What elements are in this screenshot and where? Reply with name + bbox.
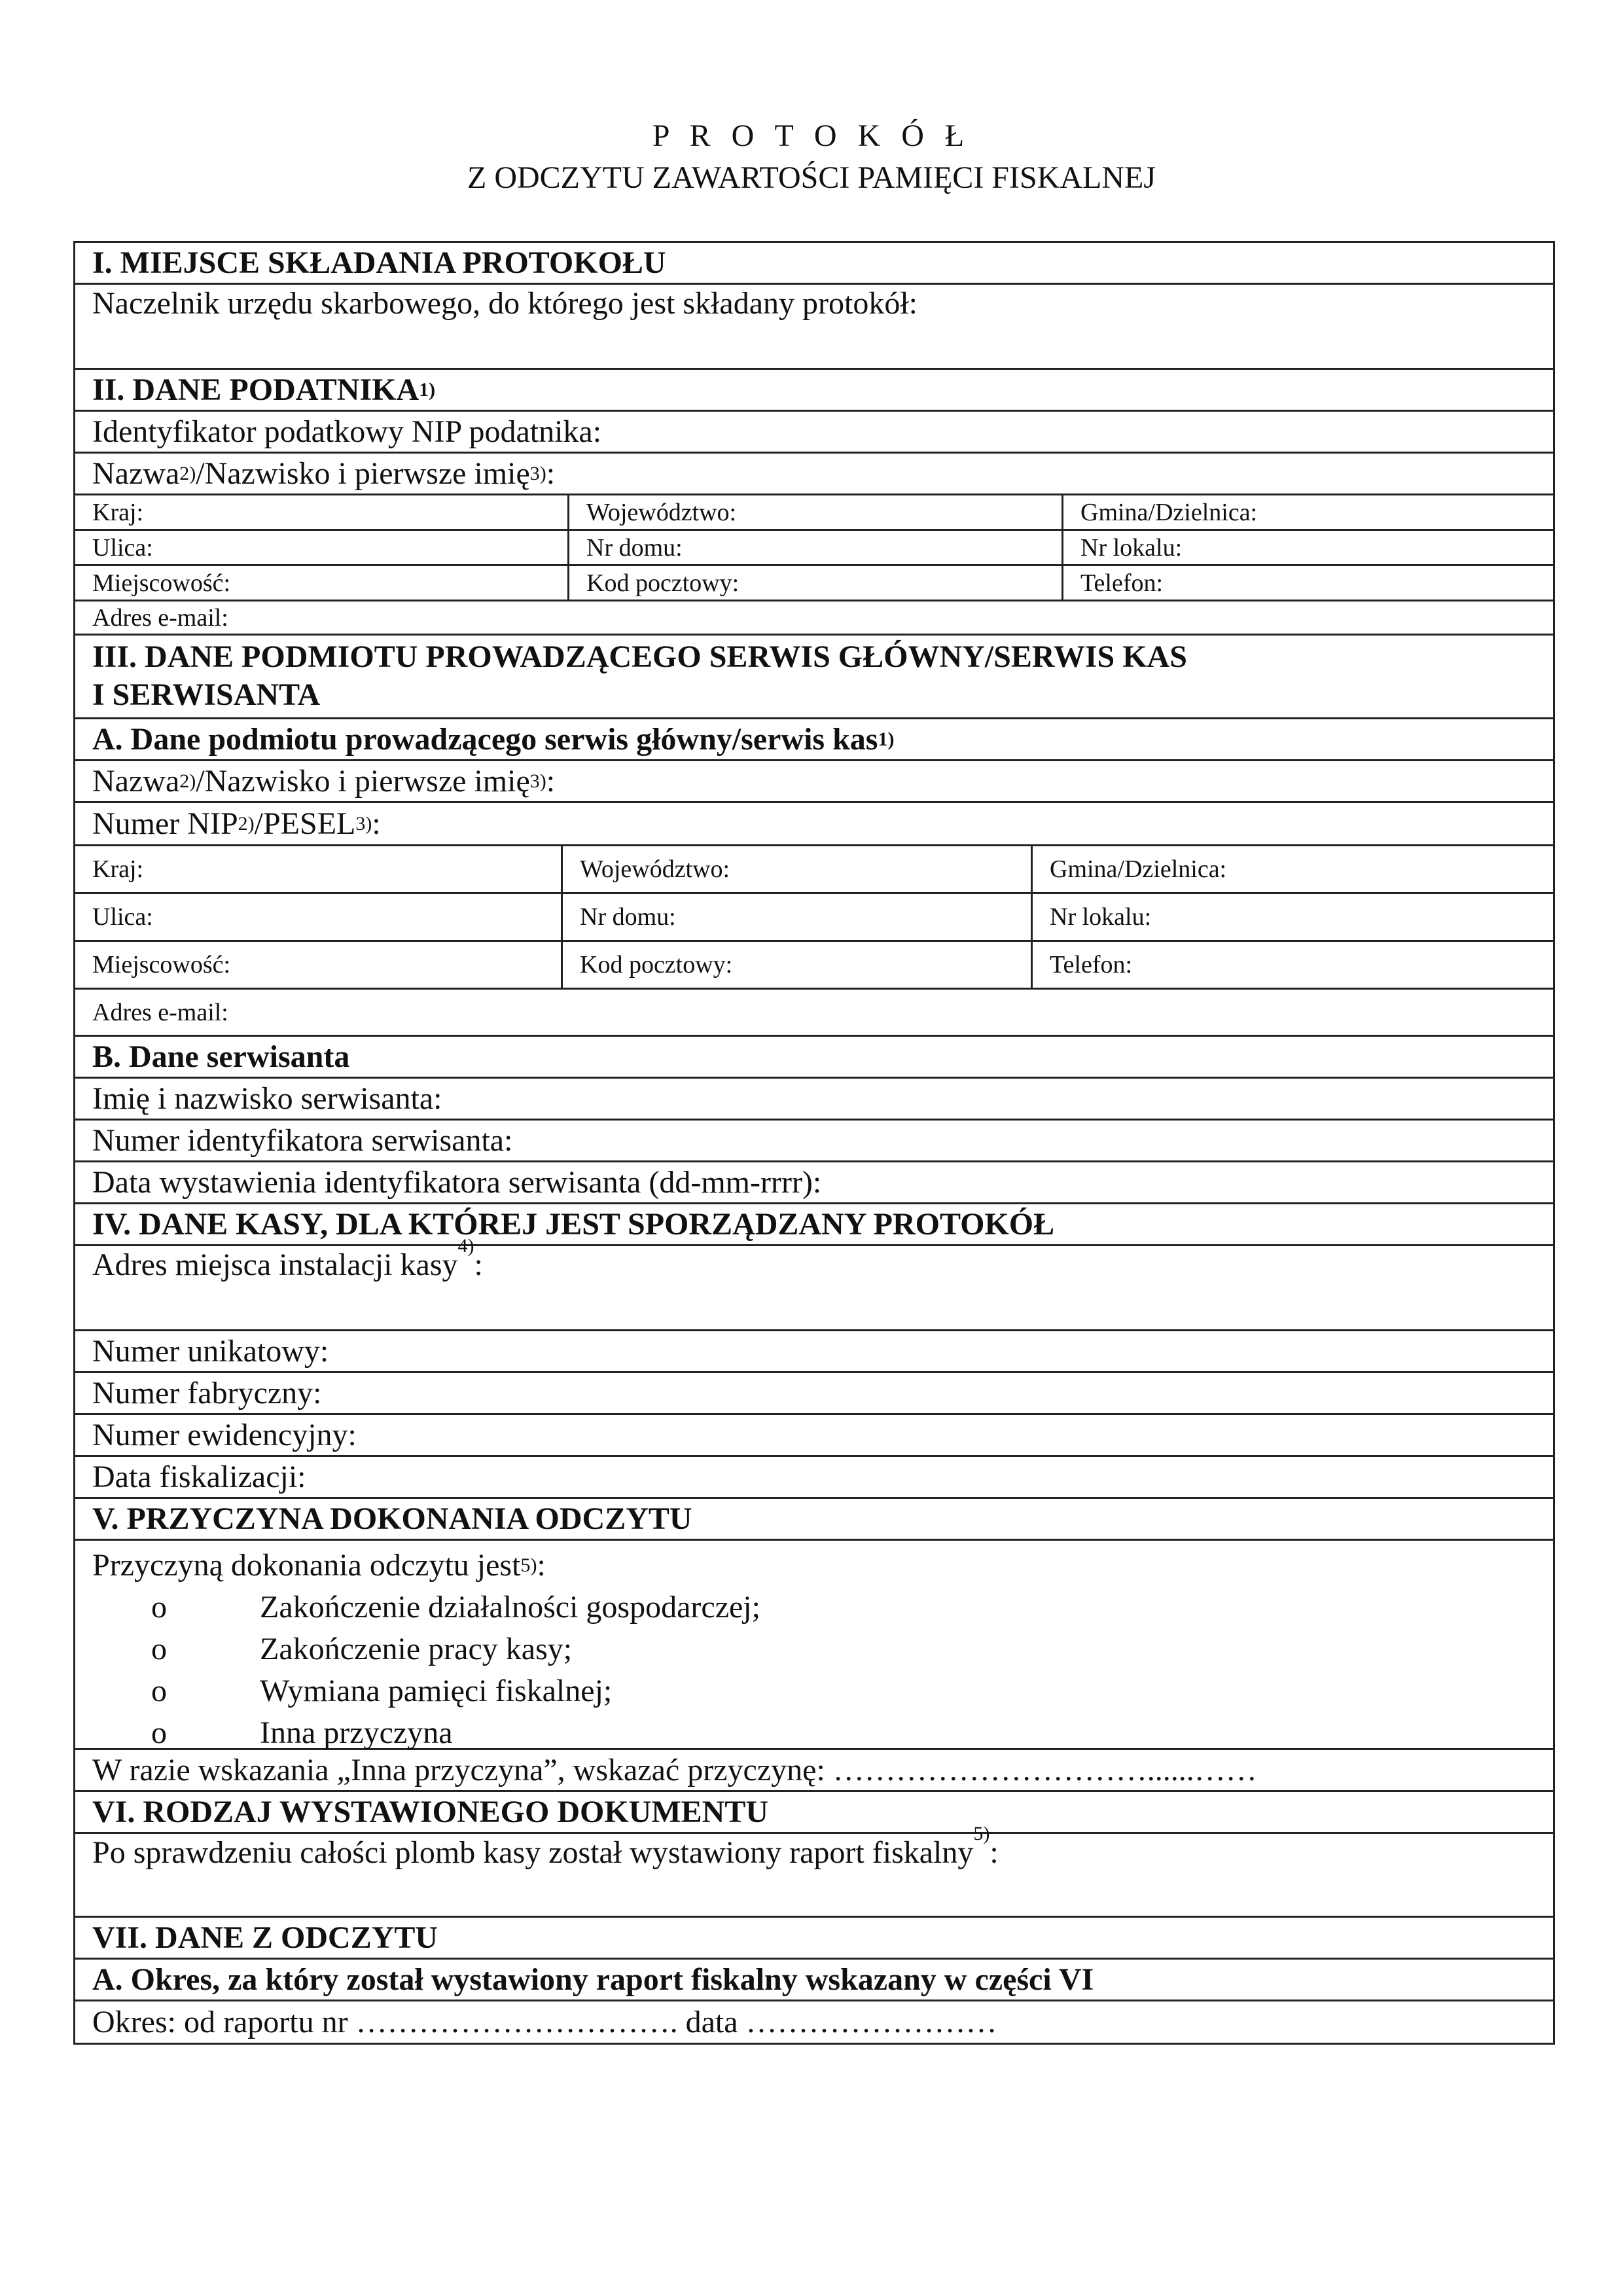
taxpayer-email-row[interactable]	[75, 601, 1555, 636]
section-7a-header: A. Okres, za który został wystawiony raport fiskalny wskazany w części VI	[92, 1962, 1094, 1997]
section-3b-header: B. Dane serwisanta	[92, 1039, 350, 1074]
fiscal-report-label: Po sprawdzeniu całości plomb kasy został wystawiony raport fiskalny 5) :	[92, 1823, 999, 1870]
service-commune-field[interactable]: Gmina/Dzielnica:	[1050, 855, 1227, 883]
service-email-row[interactable]	[75, 990, 1555, 1037]
technician-id-date-row[interactable]	[75, 1162, 1555, 1204]
technician-id-label: Numer identyfikatora serwisanta:	[92, 1122, 513, 1158]
reason-option-memory-swap[interactable]: o Wymiana pamięci fiskalnej;	[92, 1670, 1553, 1712]
section-6-header: VI. RODZAJ WYSTAWIONEGO DOKUMENTU	[92, 1794, 769, 1829]
service-street-field[interactable]: Ulica:	[75, 894, 563, 940]
taxpayer-house-no-field[interactable]: Nr domu:	[569, 531, 1063, 564]
service-name-label: Nazwa 2) /Nazwisko i pierwsze imię 3) :	[92, 763, 556, 798]
section-4-header-row	[75, 1204, 1555, 1246]
form-subtitle: Z ODCZYTU ZAWARTOŚCI PAMIĘCI FISKALNEJ	[467, 160, 1156, 195]
fiscalization-date-label: Data fiskalizacji:	[92, 1459, 306, 1494]
report-period-row[interactable]	[75, 2001, 1555, 2045]
service-email-field: Adres e-mail:	[92, 998, 228, 1026]
taxpayer-country-field[interactable]: Kraj:	[75, 495, 569, 529]
protocol-form	[73, 241, 1555, 2045]
section-7-header: VII. DANE Z ODCZYTU	[92, 1920, 438, 1955]
service-voivodeship-field[interactable]: Województwo:	[563, 846, 1033, 892]
service-postal-code-field[interactable]: Kod pocztowy:	[563, 942, 1033, 988]
tax-office-label: Naczelnik urzędu skarbowego, do którego jest składany protokół:	[92, 286, 918, 321]
service-city-field[interactable]: Miejscowość:	[75, 942, 563, 988]
reason-options	[75, 1541, 1553, 1748]
taxpayer-commune-field[interactable]: Gmina/Dzielnica:	[1080, 498, 1258, 526]
section-5-header: V. PRZYCZYNA DOKONANIA ODCZYTU	[92, 1501, 692, 1536]
section-3-header: III. DANE PODMIOTU PROWADZĄCEGO SERWIS GŁÓWNY/SERWIS KAS I SERWISANTA	[92, 639, 1187, 712]
service-address-row-2	[75, 894, 1555, 942]
technician-id-date-label: Data wystawienia identyfikatora serwisanta (dd-mm-rrrr):	[92, 1164, 822, 1200]
service-name-row[interactable]	[75, 761, 1555, 803]
reason-options-row	[75, 1541, 1555, 1750]
taxpayer-nip-label: Identyfikator podatkowy NIP podatnika:	[92, 414, 602, 449]
technician-name-label: Imię i nazwisko serwisanta:	[92, 1081, 442, 1116]
factory-number-label: Numer fabryczny:	[92, 1375, 322, 1410]
taxpayer-postal-code-field[interactable]: Kod pocztowy:	[569, 566, 1063, 600]
service-flat-no-field[interactable]: Nr lokalu:	[1050, 903, 1152, 931]
fiscalization-date-row[interactable]	[75, 1457, 1555, 1499]
other-reason-label: W razie wskazania „Inna przyczyna”, wskazać przyczynę: …………………………......……	[92, 1752, 1257, 1787]
taxpayer-email-field: Adres e-mail:	[92, 603, 228, 632]
taxpayer-voivodeship-field[interactable]: Województwo:	[569, 495, 1063, 529]
factory-number-row[interactable]	[75, 1373, 1555, 1415]
fiscal-report-row[interactable]	[75, 1823, 1555, 1918]
section-3a-header-row	[75, 719, 1555, 761]
section-5-header-row	[75, 1499, 1555, 1541]
registry-number-label: Numer ewidencyjny:	[92, 1417, 357, 1452]
service-nip-row[interactable]	[75, 803, 1555, 846]
unique-number-row[interactable]	[75, 1331, 1555, 1373]
taxpayer-phone-field[interactable]: Telefon:	[1080, 569, 1164, 597]
radio-circle-icon[interactable]: o	[151, 1674, 167, 1708]
taxpayer-name-row[interactable]	[75, 454, 1555, 495]
radio-circle-icon[interactable]: o	[151, 1715, 167, 1750]
section-3a-header: A. Dane podmiotu prowadzącego serwis główny/serwis kas 1)	[92, 721, 895, 757]
section-3-header-row	[75, 636, 1555, 719]
section-7a-header-row	[75, 1960, 1555, 2001]
radio-circle-icon[interactable]: o	[151, 1632, 167, 1666]
taxpayer-address-row-1	[75, 495, 1555, 531]
service-phone-field[interactable]: Telefon:	[1050, 951, 1133, 978]
technician-name-row[interactable]	[75, 1079, 1555, 1121]
reason-option-other[interactable]: o Inna przyczyna	[92, 1712, 1553, 1754]
taxpayer-flat-no-field[interactable]: Nr lokalu:	[1080, 533, 1183, 562]
section-3b-header-row	[75, 1037, 1555, 1079]
reason-option-business-end[interactable]: o Zakończenie działalności gospodarczej;	[92, 1587, 1553, 1628]
install-address-row[interactable]	[75, 1235, 1555, 1331]
section-2-header: II. DANE PODATNIKA 1)	[92, 372, 436, 407]
taxpayer-name-label: Nazwa 2) /Nazwisko i pierwsze imię 3) :	[92, 456, 556, 491]
section-7-header-row	[75, 1918, 1555, 1960]
section-1-header-row	[75, 243, 1555, 285]
taxpayer-address-row-3	[75, 566, 1555, 601]
report-period-label: Okres: od raportu nr …………………………. data ……………………	[92, 2004, 997, 2039]
taxpayer-address-row-2	[75, 531, 1555, 566]
service-nip-label: Numer NIP 2) /PESEL 3) :	[92, 806, 381, 841]
reason-intro: Przyczyną dokonania odczytu jest 5) :	[92, 1548, 546, 1583]
section-6-header-row	[75, 1792, 1555, 1834]
tax-office-row[interactable]	[75, 285, 1555, 370]
form-title: P R O T O K Ó Ł	[652, 118, 971, 153]
other-reason-row[interactable]	[75, 1750, 1555, 1792]
service-house-no-field[interactable]: Nr domu:	[563, 894, 1033, 940]
section-4-header: IV. DANE KASY, DLA KTÓREJ JEST SPORZĄDZANY PROTOKÓŁ	[92, 1206, 1055, 1242]
registry-number-row[interactable]	[75, 1415, 1555, 1457]
taxpayer-city-field[interactable]: Miejscowość:	[75, 566, 569, 600]
radio-circle-icon[interactable]: o	[151, 1590, 167, 1624]
install-address-label: Adres miejsca instalacji kasy 4) :	[92, 1235, 483, 1282]
technician-id-row[interactable]	[75, 1121, 1555, 1162]
unique-number-label: Numer unikatowy:	[92, 1333, 329, 1369]
service-country-field[interactable]: Kraj:	[75, 846, 563, 892]
taxpayer-street-field[interactable]: Ulica:	[75, 531, 569, 564]
taxpayer-nip-row[interactable]	[75, 412, 1555, 454]
section-2-header-row	[75, 370, 1555, 412]
reason-option-register-end[interactable]: o Zakończenie pracy kasy;	[92, 1628, 1553, 1670]
section-1-header: I. MIEJSCE SKŁADANIA PROTOKOŁU	[92, 245, 666, 280]
service-address-row-1	[75, 846, 1555, 894]
service-address-row-3	[75, 942, 1555, 990]
